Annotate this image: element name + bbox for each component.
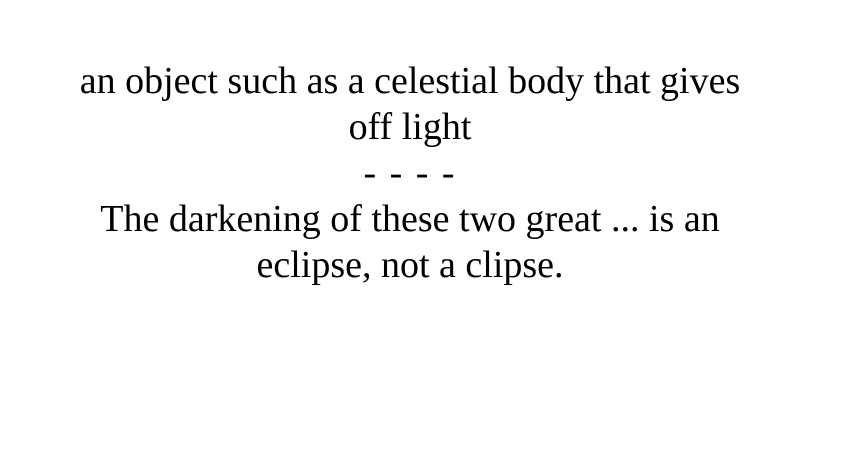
separator: - - - - — [363, 152, 457, 194]
flashcard — [0, 58, 820, 288]
example-sentence: The darkening of these two great ... is an eclipse, not a clipse. — [100, 198, 720, 286]
definition-text: an object such as a celestial body that gives off light — [79, 60, 741, 148]
